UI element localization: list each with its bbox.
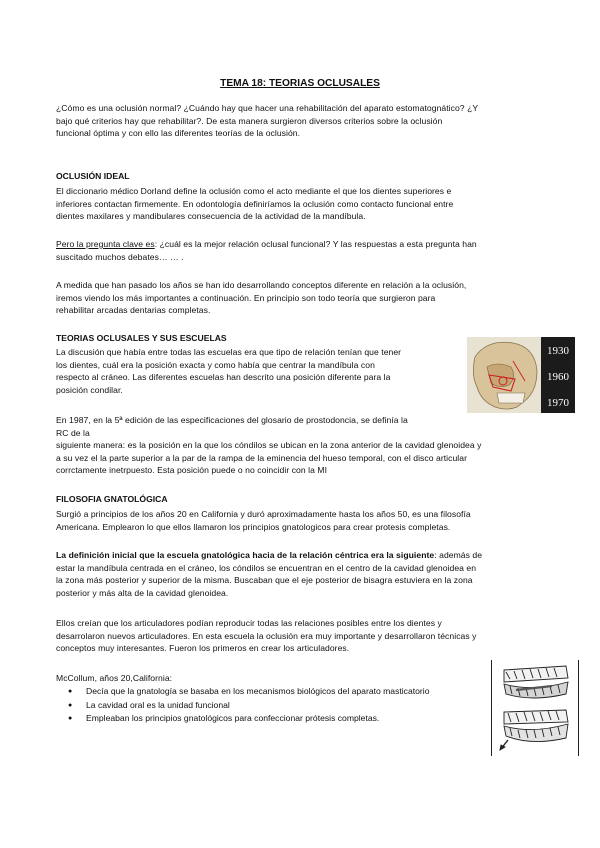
text-line: corrctamente inetrpuesto. Esta posición puede o no coincidir con la MI [56, 465, 328, 476]
definition-rest: : además de [434, 550, 483, 560]
text-line: respecto al cráneo. Las diferentes escuelas han descrito una posición diferente para la [56, 372, 391, 383]
concepts-paragraph [56, 279, 556, 317]
section-heading-filosofia: FILOSOFIA GNATOLÓGICA [56, 494, 168, 504]
text-line: siguiente manera: es la posición en la que los cóndilos se ubican en la zona anterior de la cavidad glenoidea y [56, 440, 482, 451]
text-line: Ellos creían que los articuladores podían reproducir todas las relaciones posibles entre los dientes y [56, 618, 442, 628]
list-item: ● Decía que la gnatología se basaba en los mecanismos biológicos del aparato masticatorio [64, 685, 494, 699]
mccollum-bullet-list [64, 685, 494, 726]
skull-illustration [467, 337, 575, 413]
key-question-prefix: Pero la pregunta clave es [56, 239, 155, 249]
page-title: TEMA 18: TEORIAS OCLUSALES [220, 78, 380, 89]
year-label-1970: 1970 [547, 397, 569, 409]
text-line: inferiores contactan firmemente. En odontología definiríamos la oclusión como contacto funcional entre [56, 198, 454, 209]
teorias-paragraph [56, 346, 456, 396]
text-line: funcional óptima y con ello las diferentes teorías de la oclusión. [56, 128, 301, 139]
text-line: iremos viendo los más importantes a continuación. En principio son todo teoría que surgieron para [56, 292, 436, 303]
mccollum-line: McCollum, años 20,California: [56, 673, 173, 683]
list-item: ● Empleaban los principios gnatológicos para confeccionar prótesis completas. [64, 712, 494, 726]
definition-bold: La definición inicial que la escuela gnatológica hacia de la relación céntrica era la siguiente [56, 550, 435, 560]
section-heading-teorias: TEORIAS OCLUSALES Y SUS ESCUELAS [56, 333, 227, 343]
dental-arch-figure [491, 660, 579, 756]
year-label-1960: 1960 [547, 371, 569, 383]
articuladores-paragraph [56, 617, 556, 655]
text-line [56, 549, 556, 562]
text-line: Surgió a principios de los años 20 en California y duró aproximadamente hasta los años 50, es una filosofía [56, 509, 471, 519]
text-line: rehabilitar arcadas dentarias completas. [56, 305, 211, 316]
section-heading-oclusion-ideal: OCLUSIÓN IDEAL [56, 171, 130, 181]
intro-paragraph [56, 102, 556, 140]
skull-timeline-figure [467, 337, 575, 413]
dental-arch-illustration [492, 660, 578, 756]
text-line: ¿Cómo es una oclusión normal? ¿Cuándo hay que hacer una rehabilitación del aparato estomatognático? ¿Y [56, 103, 479, 113]
year-label-1930: 1930 [547, 345, 569, 357]
text-line [56, 238, 556, 251]
text-line: El diccionario médico Dorland define la oclusión como el acto mediante el que los dientes superiores e [56, 186, 452, 196]
text-line: a su vez el la parte superior a la par de la rampa de la eminencia del hueso temporal, con el disco articular [56, 452, 468, 463]
key-question-rest: : ¿cuál es la mejor relación oclusal funcional? Y las respuestas a esta pregunta han [154, 239, 477, 249]
text-line: los dientes, cuál era la posición exacta y como había que centrar la mandíbula con [56, 359, 375, 370]
text-line: desarrolaron nuevos articuladores. En esta escuela la oclusión era muy importante y desarrollaron técnicas y [56, 630, 477, 641]
text-line: la zona más posterior y superior de la misma. Buscaban que el eje posterior de bisagra estuviera en la zona [56, 575, 473, 586]
text-line: estar la mandíbula centrada en el cráneo, los cóndilos se encuentran en el centro de la cavidad glenoidea en [56, 562, 477, 573]
filosofia-paragraph [56, 508, 556, 533]
definition-paragraph [56, 549, 556, 599]
oclusion-ideal-paragraph [56, 185, 556, 223]
glosario-paragraph [56, 414, 556, 477]
text-line: suscitado muchos debates… … . [56, 251, 184, 262]
key-question-paragraph [56, 238, 556, 263]
list-item: ● La cavidad oral es la unidad funcional [64, 699, 494, 713]
text-line: A medida que han pasado los años se han ido desarrollando conceptos diferente en relación a la oclusión, [56, 280, 467, 290]
text-line: bajo qué criterios hay que rehabilitar?. De esta manera surgieron diversos criterios sobre la oclusión [56, 115, 443, 126]
text-line: La discusión que había entre todas las escuelas era que tipo de relación tenían que tener [56, 347, 402, 357]
text-line: posterior y más alta de la cavidad glenoidea. [56, 587, 229, 598]
text-line: conceptos muy interesantes. Fueron los primeros en crear los articuladores. [56, 643, 350, 654]
text-line: dientes maxilares y mandibulares consecuencia de la actividad de la mandíbula. [56, 211, 366, 222]
text-line: En 1987, en la 5ª edición de las especificaciones del glosario de prostodoncia, se definía la [56, 415, 408, 425]
text-line: posición condilar. [56, 384, 123, 395]
text-line: Americana. Emplearon lo que ellos llamaron los principios gnatologicos para crear protesis completas. [56, 521, 451, 532]
text-line: RC de la [56, 427, 90, 438]
